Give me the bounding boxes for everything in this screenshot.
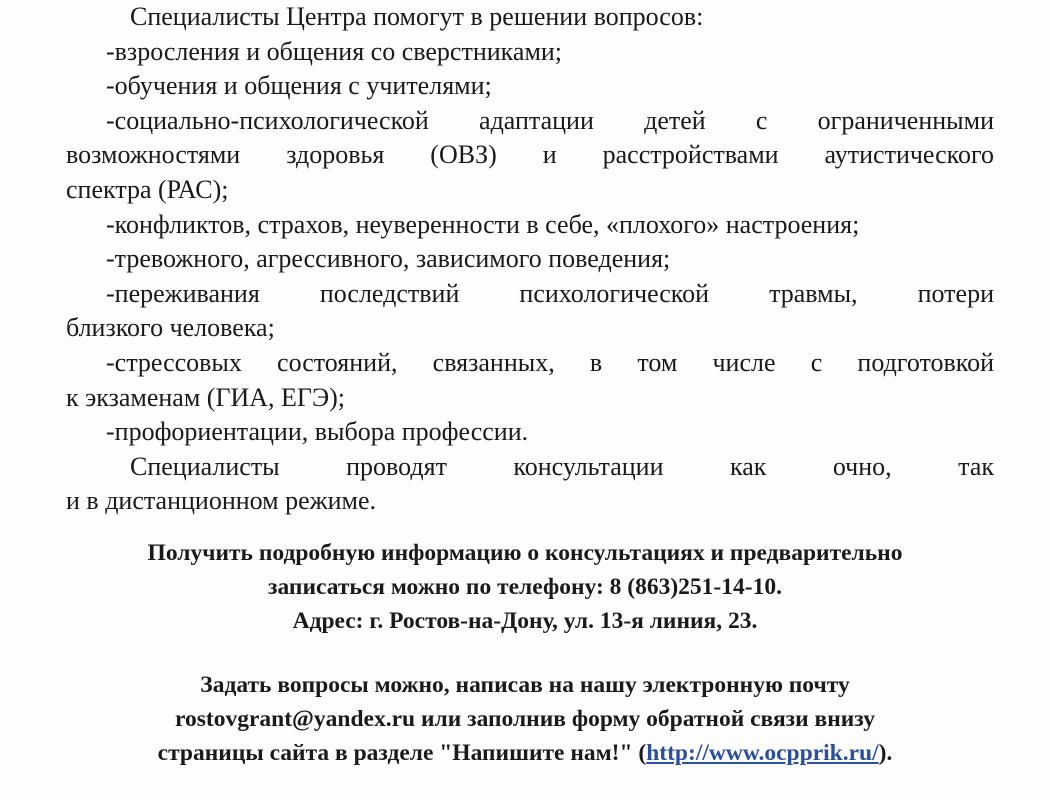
phone-info-line: Получить подробную информацию о консультациях и предварительно bbox=[147, 540, 903, 566]
consult-line: Специалисты проводят консультации как очно, так bbox=[130, 451, 994, 481]
intro-line: Специалисты Центра помогут в решении вопросов: bbox=[130, 2, 704, 31]
list-item: -стрессовых состояний, связанных, в том числе с подготовкой bbox=[106, 347, 994, 377]
website-line bbox=[40, 736, 1010, 770]
website-line-prefix: страницы сайта в разделе "Напишите нам!" ( bbox=[157, 740, 647, 766]
services-text bbox=[66, 0, 994, 519]
list-item: -социально-психологической адаптации детей с ограниченными bbox=[106, 105, 994, 135]
email-contact-block bbox=[40, 668, 1010, 770]
list-item: -профориентации, выбора профессии. bbox=[106, 417, 529, 447]
phone-number-line: записаться можно по телефону: 8 (863)251-14-10. bbox=[268, 574, 782, 600]
email-info-line: Задать вопросы можно, написав на нашу электронную почту bbox=[200, 672, 850, 698]
list-item-continuation: возможностями здоровья (ОВЗ) и расстройствами аутистического bbox=[66, 140, 994, 170]
email-address-line: rostovgrant@yandex.ru или заполнив форму обратной связи внизу bbox=[175, 706, 875, 732]
list-item: -обучения и общения с учителями; bbox=[106, 71, 492, 101]
list-item: -тревожного, агрессивного, зависимого поведения; bbox=[106, 244, 671, 274]
website-line-suffix: ). bbox=[878, 740, 893, 766]
list-item: -переживания последствий психологической травмы, потери bbox=[106, 278, 994, 308]
list-item: -конфликтов, страхов, неуверенности в себе, «плохого» настроения; bbox=[106, 209, 860, 239]
website-link[interactable]: http://www.ocpprik.ru/ bbox=[646, 740, 879, 766]
list-item-continuation: спектра (РАС); bbox=[66, 174, 229, 204]
consult-line: и в дистанционном режиме. bbox=[66, 486, 377, 516]
list-item-continuation: к экзаменам (ГИА, ЕГЭ); bbox=[66, 382, 345, 412]
phone-contact-block bbox=[40, 536, 1010, 638]
address-line: Адрес: г. Ростов-на-Дону, ул. 13-я линия, 23. bbox=[292, 608, 758, 634]
list-item-continuation: близкого человека; bbox=[66, 313, 275, 343]
list-item: -взросления и общения со сверстниками; bbox=[106, 36, 563, 66]
